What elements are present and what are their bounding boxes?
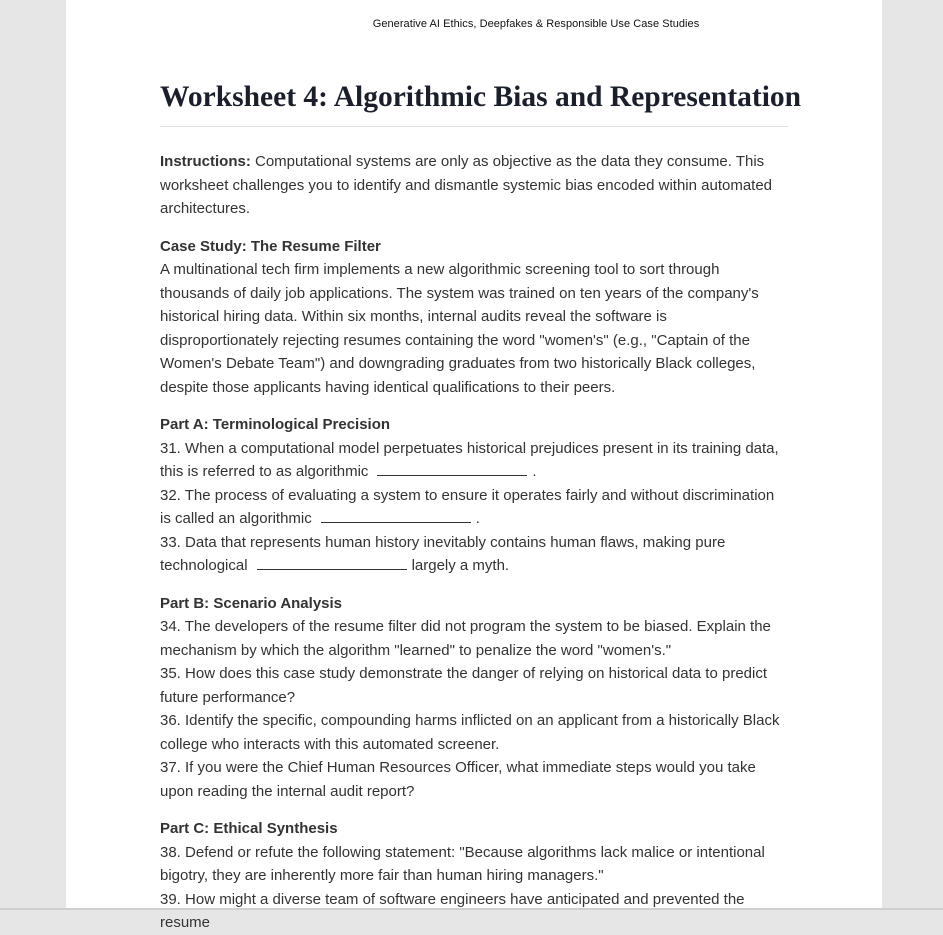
question-32 [160,484,788,531]
running-header: Generative AI Ethics, Deepfakes & Responsible Use Case Studies [372,18,700,30]
part-a-title: Part A: Terminological Precision [160,416,391,433]
instructions-text: Computational systems are only as objective as the data they consume. This worksheet challenges you to identify and dismantle systemic bias encoded within automated architectures. [160,153,773,217]
question-32-end: . [475,510,480,527]
page-bottom-edge [0,908,943,910]
part-c-title: Part C: Ethical Synthesis [160,820,338,837]
question-31-end: . [532,463,537,480]
case-study-body: A multinational tech firm implements a new algorithmic screening tool to sort through thousands of daily job applications. The system was trained on ten years of the company's historical hiring data. Within six months, internal audits reveal the software is disproportionately rejecting resumes containing the word "women's" (e.g., "Captain of the Women's Debate Team") and downgrading graduates from two historically Black colleges, despite those applicants having identical qualifications to their peers. [160,261,759,396]
question-34: 34. The developers of the resume filter did not program the system to be biased. Explain the mechanism by which the algorithm "learned" to penalize the word "women's." [160,618,771,659]
worksheet-title: Worksheet 4: Algorithmic Bias and Representation [160,80,788,127]
part-b-title: Part B: Scenario Analysis [160,594,343,612]
document-page [66,0,882,931]
question-39: 39. How might a diverse team of software engineers have anticipated and prevented the resume [160,890,745,931]
question-33 [160,531,788,578]
answer-blank-31[interactable] [377,463,527,476]
question-37: 37. If you were the Chief Human Resources Officer, what immediate steps would you take upon reading the internal audit report? [160,759,756,800]
question-36: 36. Identify the specific, compounding harms inflicted on an applicant from a historically Black college who interacts with this automated screener. [160,712,780,753]
instructions-label: Instructions: [160,153,251,170]
answer-blank-32[interactable] [321,510,471,523]
question-38: 38. Defend or refute the following statement: "Because algorithms lack malice or intentional bigotry, they are inherently more fair than human hiring managers." [160,843,765,884]
case-study-title: Case Study: The Resume Filter [160,237,381,255]
question-32-text: 32. The process of evaluating a system to ensure it operates fairly and without discrimination is called an algorithmic [160,486,775,527]
question-35: 35. How does this case study demonstrate the danger of relying on historical data to predict future performance? [160,665,768,706]
question-33-end: largely a myth. [411,557,510,574]
question-31 [160,437,788,484]
instructions-paragraph [160,150,788,221]
answer-blank-33[interactable] [257,557,407,570]
worksheet-content [160,80,802,935]
question-33-text: 33. Data that represents human history inevitably contains human flaws, making pure technological [160,533,726,574]
question-31-text: 31. When a computational model perpetuates historical prejudices present in its training data, this is referred to as algorithmic [160,439,779,480]
